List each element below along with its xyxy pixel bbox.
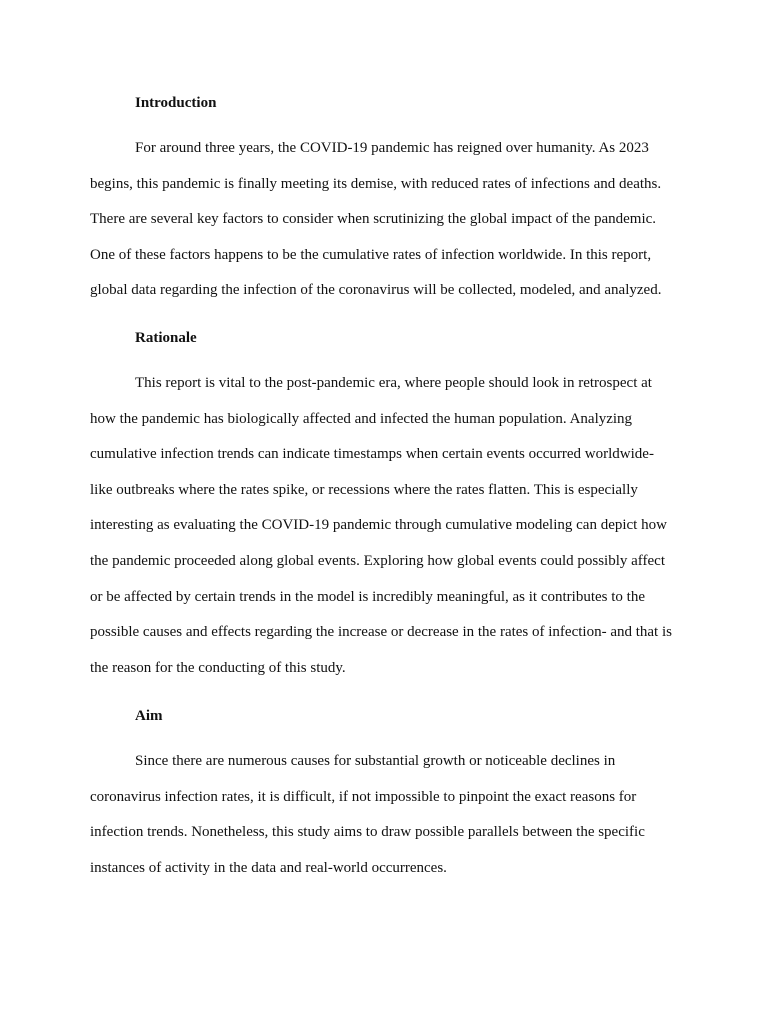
paragraph-line: cumulative infection trends can indicate timestamps when certain events occurred worldwide- xyxy=(90,446,654,463)
paragraph-line: the pandemic proceeded along global events. Exploring how global events could possibly affect xyxy=(90,552,665,569)
paragraph-line: infection trends. Nonetheless, this study aims to draw possible parallels between the specific xyxy=(90,824,645,841)
paragraph-line: possible causes and effects regarding the increase or decrease in the rates of infection- and that is xyxy=(90,624,672,641)
paragraph-line: or be affected by certain trends in the model is incredibly meaningful, as it contributes to the xyxy=(90,588,645,605)
paragraph-line: For around three years, the COVID-19 pandemic has reigned over humanity. As 2023 xyxy=(135,140,649,156)
paragraph-line: coronavirus infection rates, it is difficult, if not impossible to pinpoint the exact reasons for xyxy=(90,788,637,805)
paragraph-line: how the pandemic has biologically affected and infected the human population. Analyzing xyxy=(90,410,633,427)
rationale-paragraph xyxy=(90,374,690,694)
paragraph-line: interesting as evaluating the COVID-19 pandemic through cumulative modeling can depict how xyxy=(90,517,667,534)
paragraph-line: This report is vital to the post-pandemic era, where people should look in retrospect at xyxy=(135,375,652,391)
paragraph-line: like outbreaks where the rates spike, or recessions where the rates flatten. This is especially xyxy=(90,481,638,498)
paragraph-line: begins, this pandemic is finally meeting its demise, with reduced rates of infections and deaths. xyxy=(90,175,662,192)
introduction-heading: Introduction xyxy=(135,95,217,111)
paragraph-line: global data regarding the infection of the coronavirus will be collected, modeled, and analyzed. xyxy=(90,282,662,299)
aim-paragraph xyxy=(90,752,690,894)
introduction-paragraph xyxy=(90,139,690,317)
aim-heading: Aim xyxy=(135,708,163,724)
paragraph-line: There are several key factors to consider when scrutinizing the global impact of the pandemic. xyxy=(90,211,657,228)
paragraph-line: instances of activity in the data and real-world occurrences. xyxy=(90,859,447,876)
rationale-heading: Rationale xyxy=(135,330,197,346)
paragraph-line: the reason for the conducting of this study. xyxy=(90,659,346,676)
paragraph-line: One of these factors happens to be the cumulative rates of infection worldwide. In this report, xyxy=(90,246,652,263)
paragraph-line: Since there are numerous causes for substantial growth or noticeable declines in xyxy=(135,753,616,769)
